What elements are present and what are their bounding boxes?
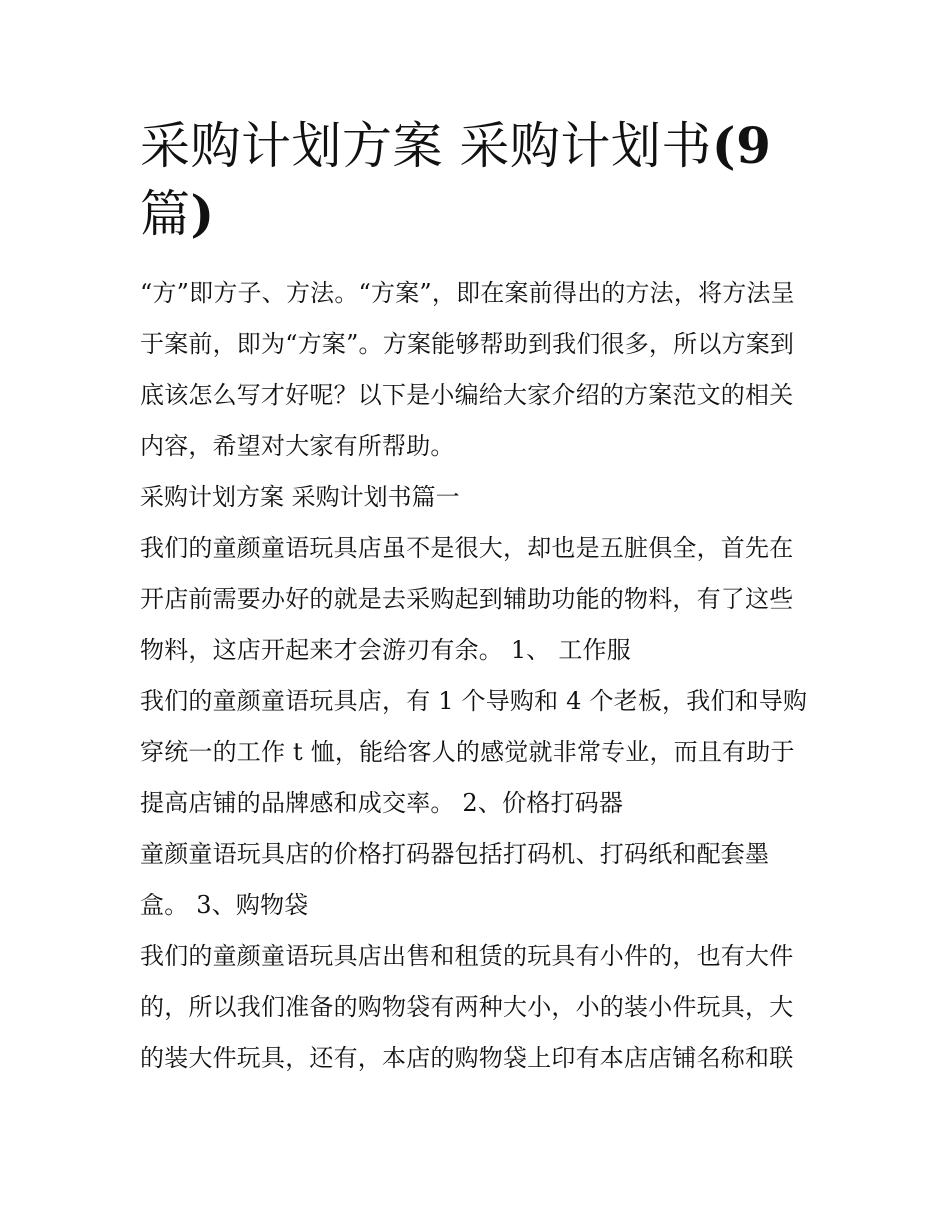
title-main: 采购计划方案 采购计划书 bbox=[140, 117, 712, 175]
document-title bbox=[140, 112, 812, 248]
title-line2-char: 篇 bbox=[140, 185, 191, 243]
body-paragraph-2: 我们的童颜童语玩具店，有 1 个导购和 4 个老板，我们和导购穿统一的工作 t 恤，能给客人的感觉就非常专业，而且有助于提高店铺的品牌感和成交率。 2、价格打码器 bbox=[140, 687, 808, 817]
body-paragraph-1: 我们的童颜童语玩具店虽不是很大，却也是五脏俱全，首先在开店前需要办好的就是去采购起到辅助功能的物料，有了这些物料，这店开起来才会游刃有余。 1、 工作服 bbox=[140, 534, 794, 664]
document-page bbox=[140, 112, 812, 1084]
section-heading: 采购计划方案 采购计划书篇一 bbox=[140, 483, 460, 511]
title-suffix: (9 bbox=[711, 116, 772, 175]
title-line2-suffix: ) bbox=[190, 184, 215, 243]
body-paragraph-4: 我们的童颜童语玩具店出售和租赁的玩具有小件的，也有大件的，所以我们准备的购物袋有两种大小，小的装小件玩具，大的装大件玩具，还有，本店的购物袋上印有本店店铺名称和联 bbox=[140, 942, 794, 1072]
body-paragraph-3: 童颜童语玩具店的价格打码器包括打码机、打码纸和配套墨盒。 3、购物袋 bbox=[140, 840, 770, 919]
intro-paragraph: “方”即方子、方法。“方案”，即在案前得出的方法，将方法呈于案前，即为“方案”。方案能够帮助到我们很多，所以方案到底该怎么写才好呢？以下是小编给大家介绍的方案范文的相关内容，希望对大家有所帮助。 bbox=[140, 279, 795, 460]
